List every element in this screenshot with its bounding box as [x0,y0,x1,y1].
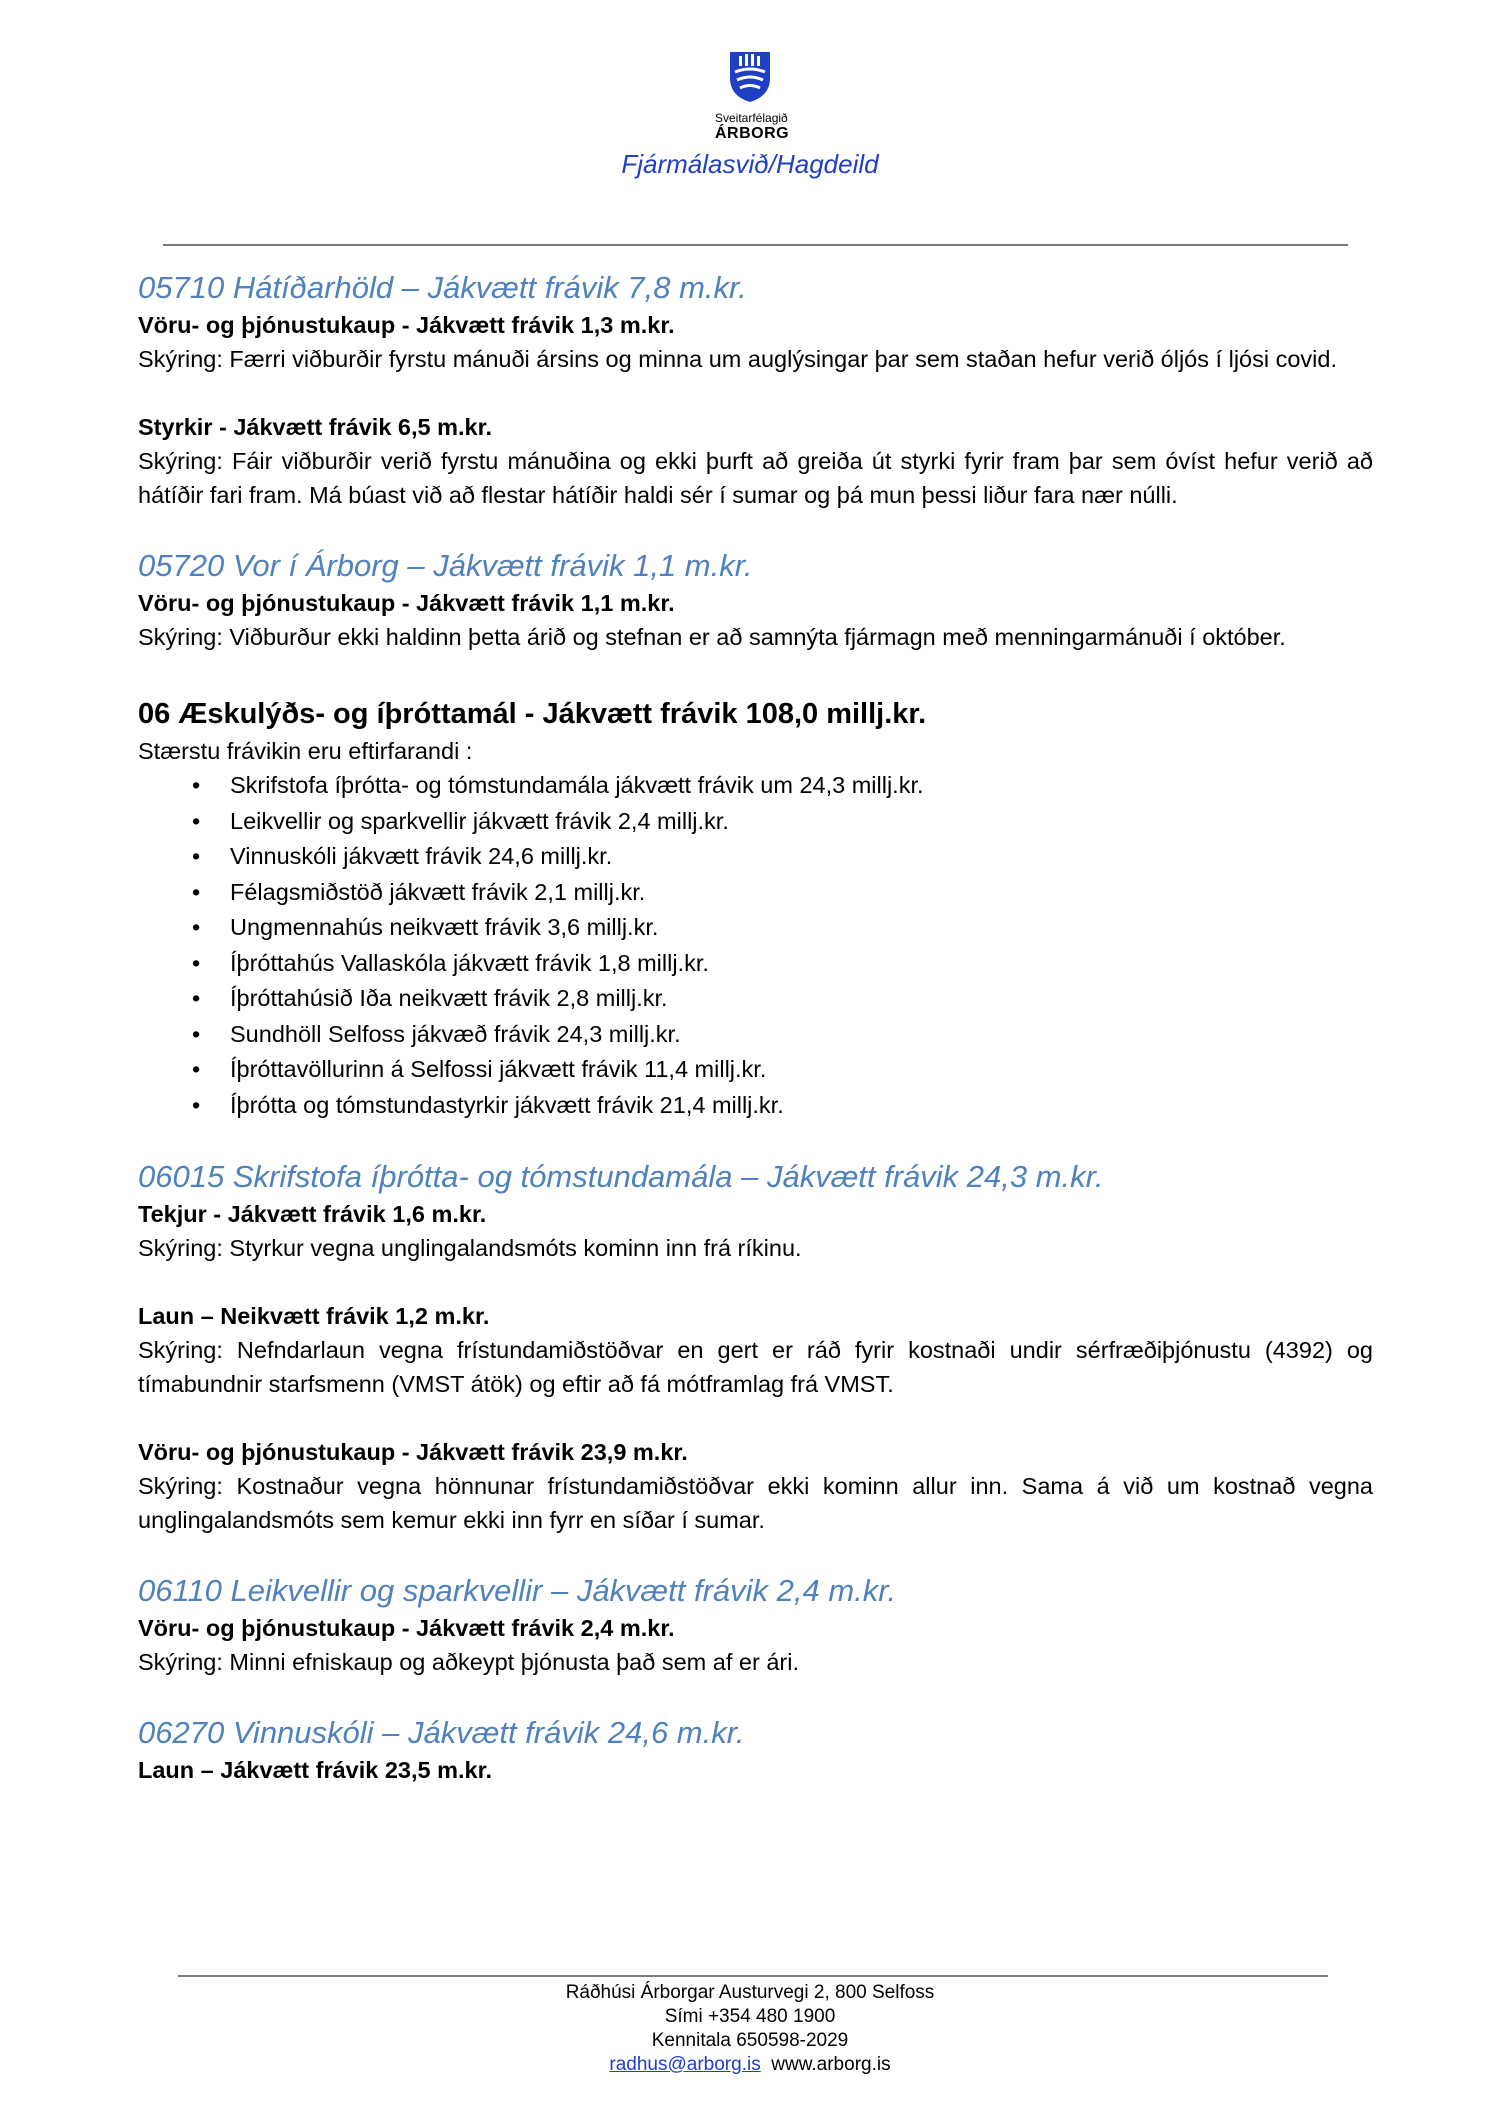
list-item: • Íþróttahús Vallaskóla jákvætt frávik 1,8 millj.kr. [192,946,1373,982]
website-text: www.arborg.is [771,2054,891,2075]
section-05710-vorur-text: Skýring: Færri viðburðir fyrstu mánuði ársins og minna um auglýsingar þar sem staðan hefur verið óljós í ljósi covid. [138,346,1337,372]
page-footer [0,1981,1500,2077]
bullet-icon: • [192,1056,201,1082]
section-06110-vorur-label: Vöru- og þjónustukaup - Jákvætt frávik 2,4 m.kr. [138,1615,675,1641]
section-06-intro: Stærstu frávikin eru eftirfarandi : [138,738,473,764]
bullet-icon: • [192,1020,201,1047]
list-item: • Leikvellir og sparkvellir jákvætt frávik 2,4 millj.kr. [192,804,1373,840]
footer-kennitala: Kennitala 650598-2029 [651,2030,849,2051]
section-05720-vorur-label: Vöru- og þjónustukaup - Jákvætt frávik 1,1 m.kr. [138,590,675,616]
logo-line1: Sveitarfélagið [715,111,788,125]
section-06015-laun-label: Laun – Neikvætt frávik 1,2 m.kr. [138,1303,490,1329]
bullet-icon: • [192,772,201,798]
bullet-icon: • [192,843,201,869]
footer-contact [0,2053,1500,2077]
section-06015-vorur-text: Skýring: Kostnaður vegna hönnunar frístundamiðstöðvar ekki kominn allur inn. Sama á við um kostnað vegna unglingalandsmóts sem kemur ekki inn fyrr en síðar í sumar. [138,1473,1373,1533]
section-06015-tekjur-label: Tekjur - Jákvætt frávik 1,6 m.kr. [138,1201,487,1227]
bullet-icon: • [192,807,201,834]
list-item: • Skrifstofa íþrótta- og tómstundamála jákvætt frávik um 24,3 millj.kr. [192,768,1373,804]
section-05710-styrkir-label: Styrkir - Jákvætt frávik 6,5 m.kr. [138,414,493,440]
page-header [0,48,1500,180]
footer-divider [178,1975,1328,1977]
list-item: • Íþrótta og tómstundastyrkir jákvætt frávik 21,4 millj.kr. [192,1088,1373,1124]
document-body [138,268,1373,1787]
list-item: • Félagsmiðstöð jákvætt frávik 2,1 millj.kr. [192,875,1373,911]
section-06270-laun-label: Laun – Jákvætt frávik 23,5 m.kr. [138,1757,492,1783]
section-05710-styrkir-text: Skýring: Fáir viðburðir verið fyrstu mánuðina og ekki þurft að greiða út styrki fyrir fram þar sem óvíst hefur verið að hátíðir fari fram. Má búast við að flestar hátíðir haldi sér í sumar og þá mun þessi liður fara nær núlli. [138,448,1373,508]
bullet-icon: • [192,985,201,1011]
section-06-title: 06 Æskulýðs- og íþróttamál - Jákvætt frávik 108,0 millj.kr. [138,698,927,730]
department-title: Fjármálasvið/Hagdeild [621,149,879,179]
section-06015-vorur-label: Vöru- og þjónustukaup - Jákvætt frávik 23,9 m.kr. [138,1439,688,1465]
section-06015-laun-text: Skýring: Nefndarlaun vegna frístundamiðstöðvar en gert er ráð fyrir kostnaði undir sérfræðiþjónustu (4392) og tímabundnir starfsmenn (VMST átök) og eftir að fá mótframlag frá VMST. [138,1337,1373,1397]
list-item: • Ungmennahús neikvætt frávik 3,6 millj.kr. [192,910,1373,946]
section-06-bullet-list [138,768,1373,1123]
list-item: • Vinnuskóli jákvætt frávik 24,6 millj.kr. [192,839,1373,875]
bullet-icon: • [192,1091,201,1118]
email-link[interactable]: radhus@arborg.is [609,2054,761,2075]
list-item: • Íþróttahúsið Iða neikvætt frávik 2,8 millj.kr. [192,981,1373,1017]
coat-of-arms-icon [715,48,785,104]
footer-phone: Sími +354 480 1900 [664,2006,836,2027]
bullet-icon: • [192,878,201,905]
bullet-icon: • [192,949,201,976]
section-05710-vorur-label: Vöru- og þjónustukaup - Jákvætt frávik 1,3 m.kr. [138,312,675,338]
bullet-icon: • [192,914,201,940]
logo-line2: ÁRBORG [715,125,790,142]
list-item: • Íþróttavöllurinn á Selfossi jákvætt frávik 11,4 millj.kr. [192,1052,1373,1088]
section-06015-title: 06015 Skrifstofa íþrótta- og tómstundamála – Jákvætt frávik 24,3 m.kr. [138,1159,1104,1194]
section-05720-title: 05720 Vor í Árborg – Jákvætt frávik 1,1 m.kr. [138,548,753,583]
section-05710-title: 05710 Hátíðarhöld – Jákvætt frávik 7,8 m.kr. [138,270,747,305]
section-05720-vorur-text: Skýring: Viðburður ekki haldinn þetta árið og stefnan er að samnýta fjármagn með menningarmánuði í október. [138,624,1286,650]
footer-address: Ráðhúsi Árborgar Austurvegi 2, 800 Selfoss [565,1982,935,2003]
section-06110-title: 06110 Leikvellir og sparkvellir – Jákvætt frávik 2,4 m.kr. [138,1573,897,1608]
arborg-logo [715,48,790,142]
header-divider [163,244,1348,246]
section-06015-tekjur-text: Skýring: Styrkur vegna unglingalandsmóts kominn inn frá ríkinu. [138,1235,802,1261]
section-06110-vorur-text: Skýring: Minni efniskaup og aðkeypt þjónusta það sem af er ári. [138,1649,799,1675]
section-06270-title: 06270 Vinnuskóli – Jákvætt frávik 24,6 m.kr. [138,1715,745,1750]
list-item: • Sundhöll Selfoss jákvæð frávik 24,3 millj.kr. [192,1017,1373,1053]
